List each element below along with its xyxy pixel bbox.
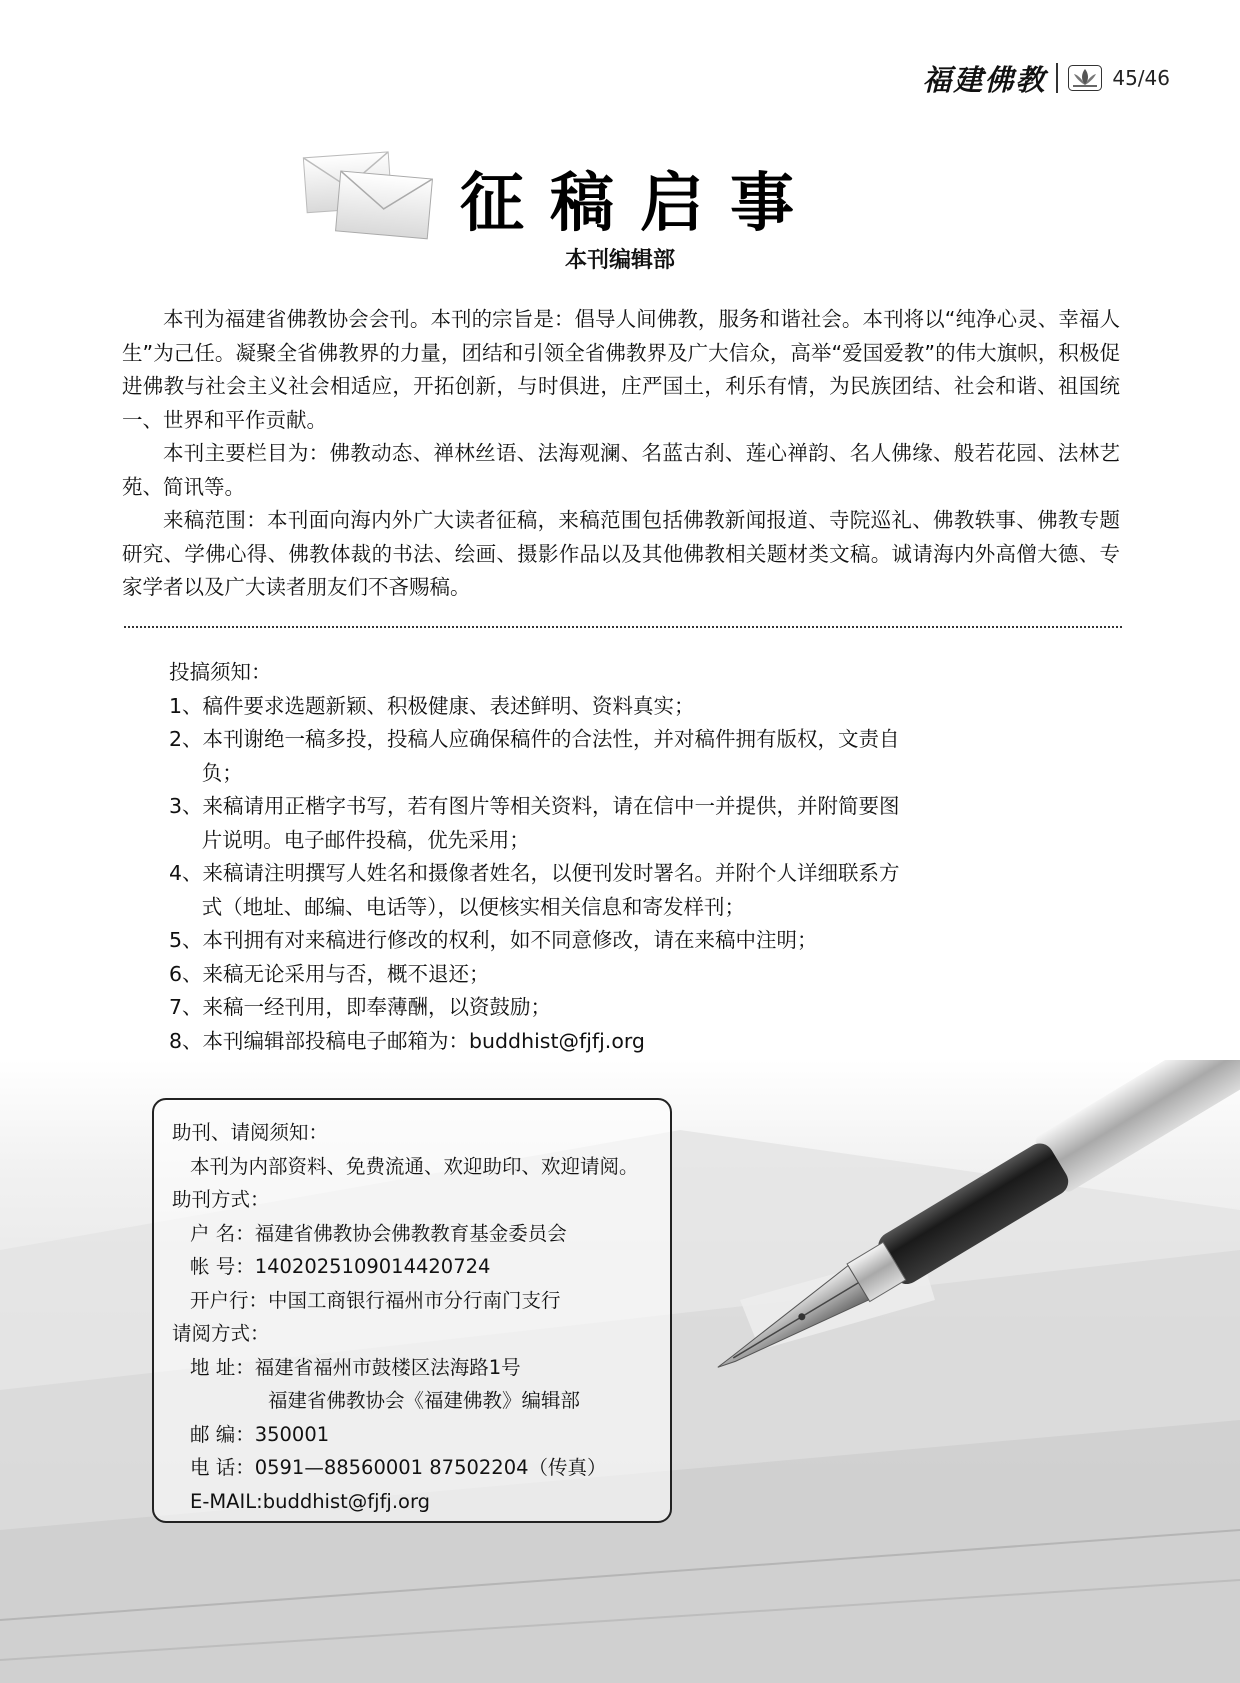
header-divider xyxy=(1056,63,1058,93)
info-statement: 本刊为内部资料、免费流通、欢迎助印、欢迎请阅。 xyxy=(190,1154,639,1178)
paragraph: 本刊为福建省佛教协会会刊。本刊的宗旨是：倡导人间佛教，服务和谐社会。本刊将以“纯净心灵、幸福人生”为己任。凝聚全省佛教界的力量，团结和引领全省佛教界及广大信众，高举“爱国爱教”的伟大旗帜，积极促进佛教与社会主义社会相适应，开拓创新，与时俱进，庄严国土，利乐有情，为民族团结、社会和谐、祖国统一、世界和平作贡献。 xyxy=(122,307,1120,432)
phone: 电 话：0591—88560001 87502204（传真） xyxy=(190,1456,607,1479)
postcode: 邮 编：350001 xyxy=(190,1422,330,1446)
address-line-2: 福建省佛教协会《福建佛教》编辑部 xyxy=(268,1389,581,1412)
intro-text xyxy=(122,303,1120,605)
subscription-heading: 请阅方式： xyxy=(172,1322,270,1345)
magazine-name: 福建佛教 xyxy=(922,62,1047,97)
account-name: 户 名：福建省佛教协会佛教教育基金委员会 xyxy=(190,1221,567,1245)
notice-list xyxy=(169,690,909,1059)
paragraph: 本刊主要栏目为：佛教动态、禅林丝语、法海观澜、名蓝古刹、莲心禅韵、名人佛缘、般若花园、法林艺苑、简讯等。 xyxy=(122,441,1120,499)
lotus-icon xyxy=(1068,65,1102,91)
page-header xyxy=(922,58,1170,98)
email-address[interactable]: E-MAIL:buddhist@fjfj.org xyxy=(190,1489,431,1513)
paragraph: 来稿范围：本刊面向海内外广大读者征稿，来稿范围包括佛教新闻报道、寺院巡礼、佛教轶事、佛教专题研究、学佛心得、佛教体裁的书法、绘画、摄影作品以及其他佛教相关题材类文稿。诚请海内外高僧大德、专家学者以及广大读者朋友们不吝赐稿。 xyxy=(122,508,1120,599)
list-item: 1、稿件要求选题新颖、积极健康、表述鲜明、资料真实； xyxy=(169,693,695,718)
list-item: 8、本刊编辑部投稿电子邮箱为：buddhist@fjfj.org xyxy=(169,1028,645,1053)
info-heading: 助刊、请阅须知： xyxy=(172,1121,329,1144)
list-item: 3、来稿请用正楷字书写，若有图片等相关资料，请在信中一并提供，并附简要图片说明。电子邮件投稿，优先采用； xyxy=(169,794,900,852)
donation-heading: 助刊方式： xyxy=(172,1188,270,1211)
list-item: 7、来稿一经刊用，即奉薄酬，以资鼓励； xyxy=(169,995,552,1019)
notice-heading: 投搞须知： xyxy=(169,660,272,684)
article-title: 征稿启事 xyxy=(460,166,820,241)
page-number: 45/46 xyxy=(1112,66,1170,90)
title-area xyxy=(0,140,1240,250)
byline: 本刊编辑部 xyxy=(564,248,675,273)
bank-name: 开户行：中国工商银行福州市分行南门支行 xyxy=(190,1288,561,1312)
list-item: 5、本刊拥有对来稿进行修改的权利，如不同意修改，请在来稿中注明； xyxy=(169,928,818,952)
dotted-divider xyxy=(124,626,1122,628)
list-item: 2、本刊谢绝一稿多投，投稿人应确保稿件的合法性，并对稿件拥有版权，文责自负； xyxy=(169,727,900,785)
list-item: 4、来稿请注明撰写人姓名和摄像者姓名，以便刊发时署名。并附个人详细联系方式（地址、邮编、电话等），以便核实相关信息和寄发样刊； xyxy=(169,861,900,919)
envelope-icon xyxy=(300,145,435,240)
address-line-1: 地 址：福建省福州市鼓楼区法海路1号 xyxy=(190,1355,521,1379)
list-item: 6、来稿无论采用与否，概不退还； xyxy=(169,961,490,986)
subscription-info-box xyxy=(152,1098,672,1523)
submission-notice xyxy=(169,656,909,1058)
account-number: 帐 号：1402025109014420724 xyxy=(190,1255,491,1278)
